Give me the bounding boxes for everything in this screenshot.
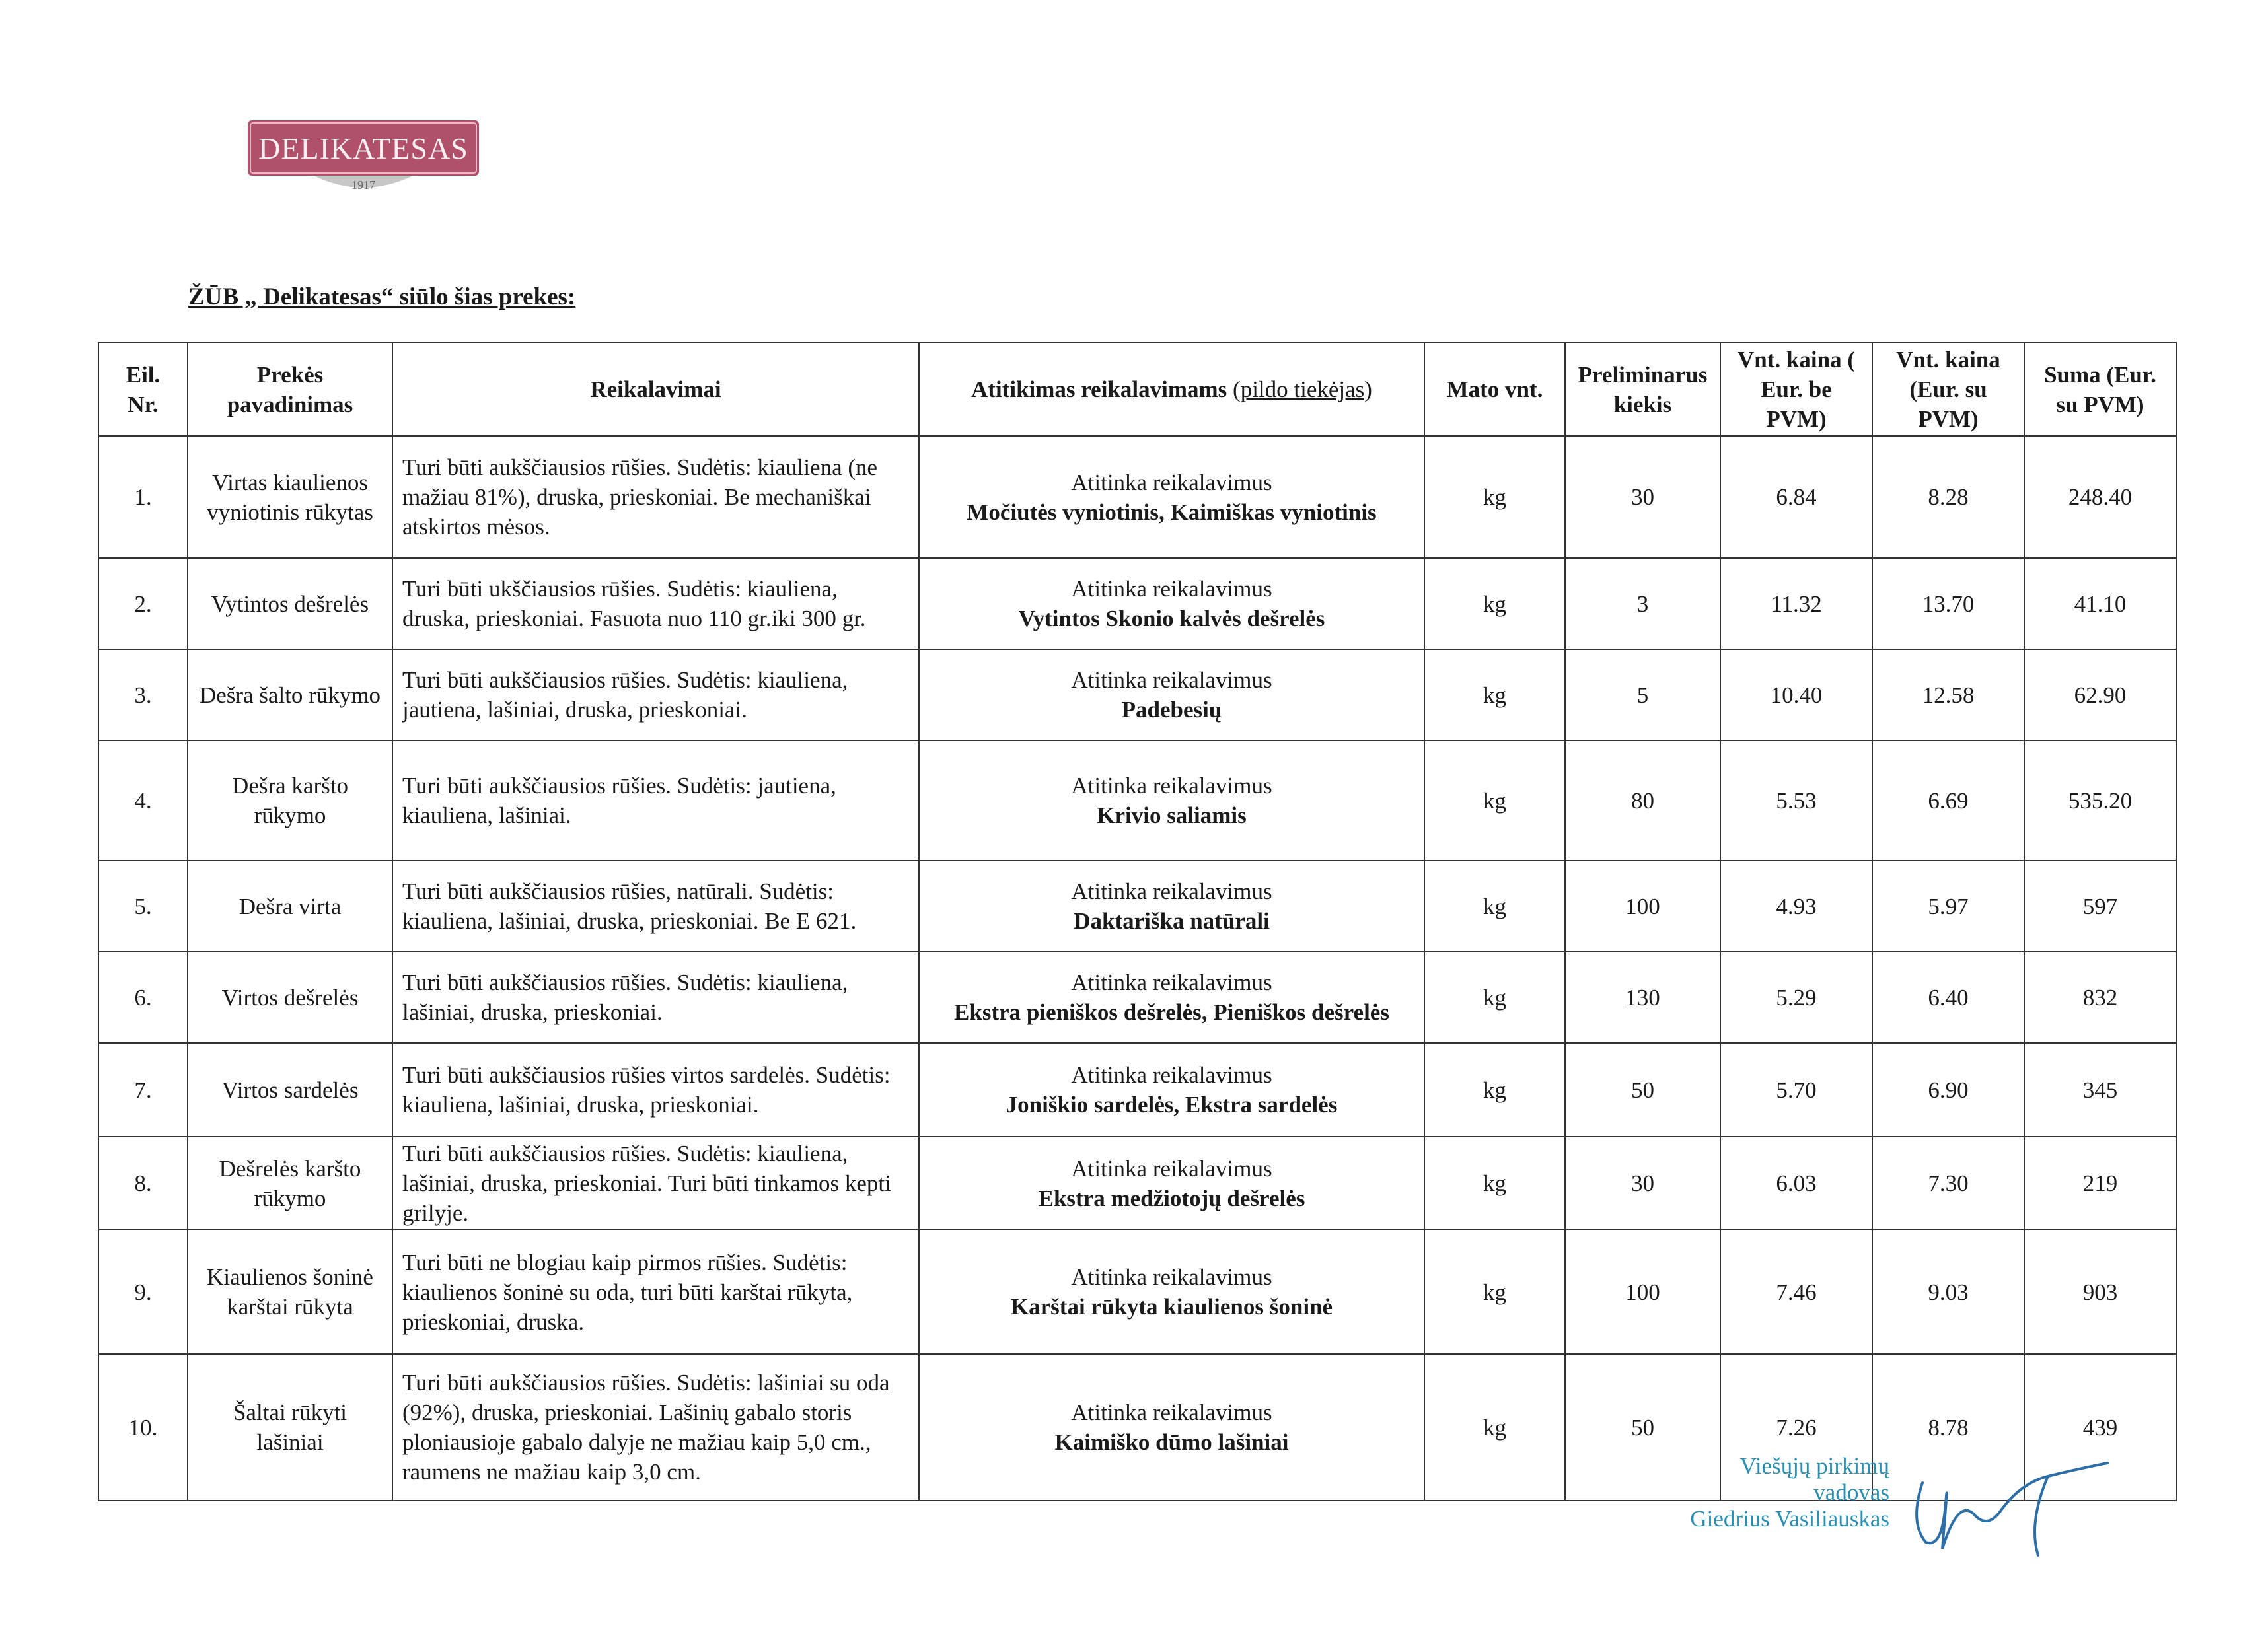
row-sum: 41.10 xyxy=(2024,558,2176,649)
row-match-name: Daktariška natūrali xyxy=(1074,908,1270,934)
row-price-inc: 6.69 xyxy=(1872,740,2024,861)
row-requirements: Turi būti aukščiausios rūšies. Sudėtis: jautiena, kiauliena, lašiniai. xyxy=(392,740,919,861)
row-requirements: Turi būti aukščiausios rūšies virtos sardelės. Sudėtis: kiauliena, lašiniai, druska, prieskoniai. xyxy=(392,1043,919,1137)
row-match xyxy=(919,1043,1424,1137)
products-table xyxy=(98,342,2177,1501)
row-sum: 248.40 xyxy=(2024,436,2176,558)
stamp-line-2: vadovas xyxy=(1813,1479,1889,1505)
row-no: 9. xyxy=(98,1230,188,1354)
row-no: 7. xyxy=(98,1043,188,1137)
table-row xyxy=(98,952,2176,1043)
header-match xyxy=(919,343,1424,436)
row-price-ex: 6.03 xyxy=(1720,1137,1872,1230)
row-no: 8. xyxy=(98,1137,188,1230)
table-row xyxy=(98,558,2176,649)
row-match-name: Močiutės vyniotinis, Kaimiškas vyniotinis xyxy=(967,499,1377,525)
row-match-text: Atitinka reikalavimus xyxy=(1071,773,1272,799)
row-qty: 30 xyxy=(1565,1137,1720,1230)
row-requirements: Turi būti aukščiausios rūšies, natūrali. Sudėtis: kiauliena, lašiniai, druska, prieskoniai. Be E 621. xyxy=(392,861,919,952)
row-sum: 535.20 xyxy=(2024,740,2176,861)
row-price-inc: 5.97 xyxy=(1872,861,2024,952)
row-name: Dešrelės karšto rūkymo xyxy=(188,1137,392,1230)
row-unit: kg xyxy=(1424,740,1565,861)
row-price-ex: 7.26 xyxy=(1720,1354,1872,1501)
row-match xyxy=(919,952,1424,1043)
header-requirements: Reikalavimai xyxy=(392,343,919,436)
row-match-text: Atitinka reikalavimus xyxy=(1071,970,1272,995)
row-unit: kg xyxy=(1424,1137,1565,1230)
row-name: Vytintos dešrelės xyxy=(188,558,392,649)
row-match xyxy=(919,1230,1424,1354)
row-requirements: Turi būti aukščiausios rūšies. Sudėtis: kiauliena, lašiniai, druska, prieskoniai. xyxy=(392,952,919,1043)
row-sum: 345 xyxy=(2024,1043,2176,1137)
table-row xyxy=(98,1043,2176,1137)
header-name: Prekės pavadinimas xyxy=(188,343,392,436)
row-sum: 62.90 xyxy=(2024,649,2176,740)
row-match-text: Atitinka reikalavimus xyxy=(1071,1062,1272,1088)
row-no: 10. xyxy=(98,1354,188,1501)
row-match-name: Ekstra medžiotojų dešrelės xyxy=(1038,1185,1305,1211)
signature-icon xyxy=(1896,1443,2114,1562)
row-qty: 50 xyxy=(1565,1354,1720,1501)
table-row xyxy=(98,649,2176,740)
row-sum: 832 xyxy=(2024,952,2176,1043)
row-price-inc: 6.90 xyxy=(1872,1043,2024,1137)
header-qty: Preliminarus kiekis xyxy=(1565,343,1720,436)
row-price-inc: 9.03 xyxy=(1872,1230,2024,1354)
row-match-name: Vytintos Skonio kalvės dešrelės xyxy=(1018,606,1325,631)
row-match-name: Padebesių xyxy=(1121,697,1222,723)
row-match-name: Kaimiško dūmo lašiniai xyxy=(1054,1429,1289,1455)
row-qty: 80 xyxy=(1565,740,1720,861)
row-name: Dešra virta xyxy=(188,861,392,952)
row-unit: kg xyxy=(1424,558,1565,649)
row-unit: kg xyxy=(1424,1043,1565,1137)
row-sum: 597 xyxy=(2024,861,2176,952)
row-price-ex: 10.40 xyxy=(1720,649,1872,740)
row-price-inc: 13.70 xyxy=(1872,558,2024,649)
row-no: 5. xyxy=(98,861,188,952)
table-row xyxy=(98,740,2176,861)
header-unit: Mato vnt. xyxy=(1424,343,1565,436)
row-price-ex: 11.32 xyxy=(1720,558,1872,649)
logo-graphic xyxy=(248,120,479,206)
row-price-inc: 8.78 xyxy=(1872,1354,2024,1501)
row-match xyxy=(919,1137,1424,1230)
row-no: 6. xyxy=(98,952,188,1043)
row-qty: 5 xyxy=(1565,649,1720,740)
row-sum: 439 xyxy=(2024,1354,2176,1501)
header-match-note: (pildo tiekėjas) xyxy=(1233,376,1372,402)
row-price-inc: 8.28 xyxy=(1872,436,2024,558)
row-name: Virtos sardelės xyxy=(188,1043,392,1137)
row-unit: kg xyxy=(1424,649,1565,740)
row-match-text: Atitinka reikalavimus xyxy=(1071,1400,1272,1425)
row-requirements: Turi būti aukščiausios rūšies. Sudėtis: kiauliena, jautiena, lašiniai, druska, prieskoniai. xyxy=(392,649,919,740)
row-unit: kg xyxy=(1424,861,1565,952)
approval-stamp xyxy=(1638,1453,1889,1532)
row-qty: 30 xyxy=(1565,436,1720,558)
row-name: Kiaulienos šoninė karštai rūkyta xyxy=(188,1230,392,1354)
row-no: 2. xyxy=(98,558,188,649)
table-row xyxy=(98,436,2176,558)
header-no: Eil. Nr. xyxy=(98,343,188,436)
row-unit: kg xyxy=(1424,952,1565,1043)
row-match-text: Atitinka reikalavimus xyxy=(1071,1264,1272,1290)
row-qty: 100 xyxy=(1565,1230,1720,1354)
row-qty: 3 xyxy=(1565,558,1720,649)
row-price-ex: 6.84 xyxy=(1720,436,1872,558)
row-match xyxy=(919,1354,1424,1501)
row-no: 4. xyxy=(98,740,188,861)
row-price-ex: 5.70 xyxy=(1720,1043,1872,1137)
row-match-text: Atitinka reikalavimus xyxy=(1071,469,1272,495)
row-name: Šaltai rūkyti lašiniai xyxy=(188,1354,392,1501)
header-match-main: Atitikimas reikalavimams xyxy=(971,376,1227,402)
row-match-name: Ekstra pieniškos dešrelės, Pieniškos dešrelės xyxy=(954,999,1389,1025)
row-match xyxy=(919,861,1424,952)
row-match xyxy=(919,649,1424,740)
row-match-name: Karštai rūkyta kiaulienos šoninė xyxy=(1010,1294,1333,1320)
company-logo xyxy=(248,120,479,192)
stamp-line-1: Viešųjų pirkimų xyxy=(1739,1453,1889,1479)
row-unit: kg xyxy=(1424,1230,1565,1354)
logo-text: DELIKATESAS xyxy=(258,131,468,165)
row-requirements: Turi būti aukščiausios rūšies. Sudėtis: kiauliena, lašiniai, druska, prieskoniai. Turi būti tinkamos kepti grilyje. xyxy=(392,1137,919,1230)
row-match-name: Joniškio sardelės, Ekstra sardelės xyxy=(1006,1092,1338,1118)
row-price-ex: 7.46 xyxy=(1720,1230,1872,1354)
row-sum: 219 xyxy=(2024,1137,2176,1230)
header-price-inc: Vnt. kaina (Eur. su PVM) xyxy=(1872,343,2024,436)
row-unit: kg xyxy=(1424,1354,1565,1501)
row-name: Dešra šalto rūkymo xyxy=(188,649,392,740)
header-price-ex: Vnt. kaina ( Eur. be PVM) xyxy=(1720,343,1872,436)
row-match-text: Atitinka reikalavimus xyxy=(1071,878,1272,904)
row-match xyxy=(919,436,1424,558)
table-row xyxy=(98,861,2176,952)
row-match-text: Atitinka reikalavimus xyxy=(1071,1155,1272,1182)
row-price-inc: 6.40 xyxy=(1872,952,2024,1043)
header-sum: Suma (Eur. su PVM) xyxy=(2024,343,2176,436)
row-sum: 903 xyxy=(2024,1230,2176,1354)
row-price-ex: 4.93 xyxy=(1720,861,1872,952)
logo-year: 1917 xyxy=(351,178,375,192)
row-match-text: Atitinka reikalavimus xyxy=(1071,667,1272,693)
table-row xyxy=(98,1230,2176,1354)
row-match xyxy=(919,558,1424,649)
row-name: Virtas kiaulienos vyniotinis rūkytas xyxy=(188,436,392,558)
stamp-line-3: Giedrius Vasiliauskas xyxy=(1690,1506,1889,1532)
row-match-name: Krivio saliamis xyxy=(1097,802,1247,828)
row-match xyxy=(919,740,1424,861)
row-requirements: Turi būti ne blogiau kaip pirmos rūšies. Sudėtis: kiaulienos šoninė su oda, turi būti karštai rūkyta, prieskoniai, druska. xyxy=(392,1230,919,1354)
row-qty: 130 xyxy=(1565,952,1720,1043)
page-heading: ŽŪB „ Delikatesas“ siūlo šias prekes: xyxy=(188,283,576,310)
row-requirements: Turi būti ukščiausios rūšies. Sudėtis: kiauliena, druska, prieskoniai. Fasuota nuo 110 gr.iki 300 gr. xyxy=(392,558,919,649)
row-name: Dešra karšto rūkymo xyxy=(188,740,392,861)
row-unit: kg xyxy=(1424,436,1565,558)
row-requirements: Turi būti aukščiausios rūšies. Sudėtis: lašiniai su oda (92%), druska, prieskoniai. Lašinių gabalo storis ploniausioje gabalo dalyje ne mažiau kaip 5,0 cm., raumens ne mažiau kaip 3,0 cm. xyxy=(392,1354,919,1501)
row-price-ex: 5.53 xyxy=(1720,740,1872,861)
table-header-row xyxy=(98,343,2176,436)
row-qty: 50 xyxy=(1565,1043,1720,1137)
row-price-ex: 5.29 xyxy=(1720,952,1872,1043)
row-price-inc: 12.58 xyxy=(1872,649,2024,740)
row-requirements: Turi būti aukščiausios rūšies. Sudėtis: kiauliena (ne mažiau 81%), druska, prieskoniai. Be mechaniškai atskirtos mėsos. xyxy=(392,436,919,558)
row-price-inc: 7.30 xyxy=(1872,1137,2024,1230)
row-match-text: Atitinka reikalavimus xyxy=(1071,576,1272,602)
row-no: 3. xyxy=(98,649,188,740)
row-name: Virtos dešrelės xyxy=(188,952,392,1043)
table-row xyxy=(98,1137,2176,1230)
row-qty: 100 xyxy=(1565,861,1720,952)
row-no: 1. xyxy=(98,436,188,558)
